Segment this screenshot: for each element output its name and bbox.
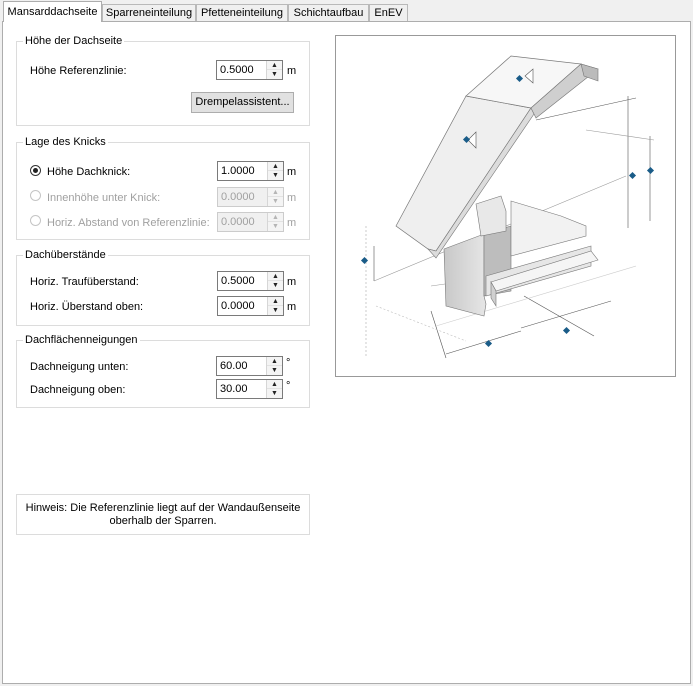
- option-label: Innenhöhe unter Knick:: [47, 192, 161, 204]
- spin-up-icon[interactable]: ▲: [268, 297, 283, 306]
- spin-down-icon[interactable]: ▼: [271, 390, 278, 397]
- neigung-unten-stepper[interactable]: [216, 356, 283, 376]
- radio-hoehe-dachknick[interactable]: [30, 165, 41, 176]
- tab-schichtaufbau[interactable]: Schichtaufbau: [288, 4, 369, 21]
- ref-height-value[interactable]: 0.5000: [220, 64, 254, 76]
- marker-icon: [361, 257, 368, 264]
- innenhoehe-value: 0.0000: [221, 191, 255, 203]
- tab-pfetteneinteilung[interactable]: Pfetteneinteilung: [196, 4, 288, 21]
- spin-arrows: [267, 213, 283, 231]
- spin-down-icon[interactable]: ▼: [272, 307, 279, 314]
- hint-line-1: Hinweis: Die Referenzlinie liegt auf der Wandaußenseite: [25, 502, 301, 514]
- traufueberstand-stepper[interactable]: [217, 271, 284, 291]
- group-title: Dachflächenneigungen: [25, 334, 138, 346]
- radio-selected-dot: [33, 168, 38, 173]
- spin-down-icon[interactable]: ▼: [271, 367, 278, 374]
- radio-innenhoehe[interactable]: [30, 190, 41, 201]
- hoehe-dachknick-value[interactable]: 1.0000: [221, 165, 255, 177]
- spin-up-icon[interactable]: ▲: [267, 357, 282, 366]
- tab-strip: [0, 0, 693, 22]
- marker-icon: [485, 340, 492, 347]
- unit-label: m: [287, 217, 297, 229]
- mansard-roof-illustration: [336, 36, 675, 376]
- drempelassistent-button[interactable]: Drempelassistent...: [191, 92, 294, 113]
- marker-icon: [563, 327, 570, 334]
- neigung-unten-label: Dachneigung unten:: [30, 361, 129, 373]
- spin-arrows[interactable]: [267, 162, 283, 180]
- radio-horiz-abstand[interactable]: [30, 215, 41, 226]
- hint-line-2: oberhalb der Sparren.: [109, 515, 217, 527]
- unit-label: °: [286, 380, 291, 392]
- spin-arrows: [267, 188, 283, 206]
- option-label[interactable]: Höhe Dachknick:: [47, 166, 131, 178]
- spin-arrows[interactable]: [266, 380, 282, 398]
- spin-down-icon: ▼: [272, 198, 279, 205]
- group-hoehe-dachseite: [16, 35, 310, 126]
- hint-box: [16, 494, 310, 535]
- traufueberstand-value[interactable]: 0.5000: [221, 275, 255, 287]
- unit-label: m: [287, 192, 297, 204]
- spin-arrows[interactable]: [266, 357, 282, 375]
- tab-mansarddachseite[interactable]: Mansarddachseite: [3, 1, 102, 22]
- option-label: Horiz. Abstand von Referenzlinie:: [47, 217, 210, 229]
- unit-label: m: [287, 301, 297, 313]
- innenhoehe-stepper: [217, 187, 284, 207]
- spin-arrows[interactable]: [266, 61, 282, 79]
- ref-height-stepper[interactable]: [216, 60, 283, 80]
- ueberstand-oben-stepper[interactable]: [217, 296, 284, 316]
- unit-label: m: [287, 166, 297, 178]
- spin-down-icon[interactable]: ▼: [272, 282, 279, 289]
- group-title: Dachüberstände: [25, 249, 106, 261]
- hoehe-dachknick-stepper[interactable]: [217, 161, 284, 181]
- oben-label: Horiz. Überstand oben:: [30, 301, 144, 313]
- neigung-oben-value[interactable]: 30.00: [220, 383, 248, 395]
- marker-icon: [629, 172, 636, 179]
- unit-label: m: [287, 276, 297, 288]
- spin-up-icon[interactable]: ▲: [267, 61, 282, 70]
- spin-down-icon[interactable]: ▼: [271, 71, 278, 78]
- spin-up-icon[interactable]: ▲: [268, 272, 283, 281]
- neigung-oben-stepper[interactable]: [216, 379, 283, 399]
- spin-up-icon: ▲: [268, 213, 283, 222]
- traufe-label: Horiz. Traufüberstand:: [30, 276, 139, 288]
- unit-label: m: [287, 65, 297, 77]
- tab-sparreneinteilung[interactable]: Sparreneinteilung: [102, 4, 196, 21]
- group-title: Lage des Knicks: [25, 136, 106, 148]
- horiz-abstand-stepper: [217, 212, 284, 232]
- mansard-roof-figure: [335, 35, 676, 377]
- tab-enev[interactable]: EnEV: [369, 4, 408, 21]
- marker-icon: [647, 167, 654, 174]
- spin-up-icon: ▲: [268, 188, 283, 197]
- horiz-abstand-value: 0.0000: [221, 216, 255, 228]
- neigung-oben-label: Dachneigung oben:: [30, 384, 126, 396]
- wall-shape: [444, 234, 486, 316]
- group-dachueberstaende: [16, 249, 310, 326]
- spin-down-icon: ▼: [272, 223, 279, 230]
- group-lage-knick: [16, 136, 310, 240]
- spin-down-icon[interactable]: ▼: [272, 172, 279, 179]
- group-neigungen: [16, 334, 310, 408]
- ref-label: Höhe Referenzlinie:: [30, 65, 127, 77]
- ueberstand-oben-value[interactable]: 0.0000: [221, 300, 255, 312]
- neigung-unten-value[interactable]: 60.00: [220, 360, 248, 372]
- spin-arrows[interactable]: [267, 272, 283, 290]
- spin-arrows[interactable]: [267, 297, 283, 315]
- spin-up-icon[interactable]: ▲: [268, 162, 283, 171]
- group-title: Höhe der Dachseite: [25, 35, 123, 47]
- spin-up-icon[interactable]: ▲: [267, 380, 282, 389]
- unit-label: °: [286, 357, 291, 369]
